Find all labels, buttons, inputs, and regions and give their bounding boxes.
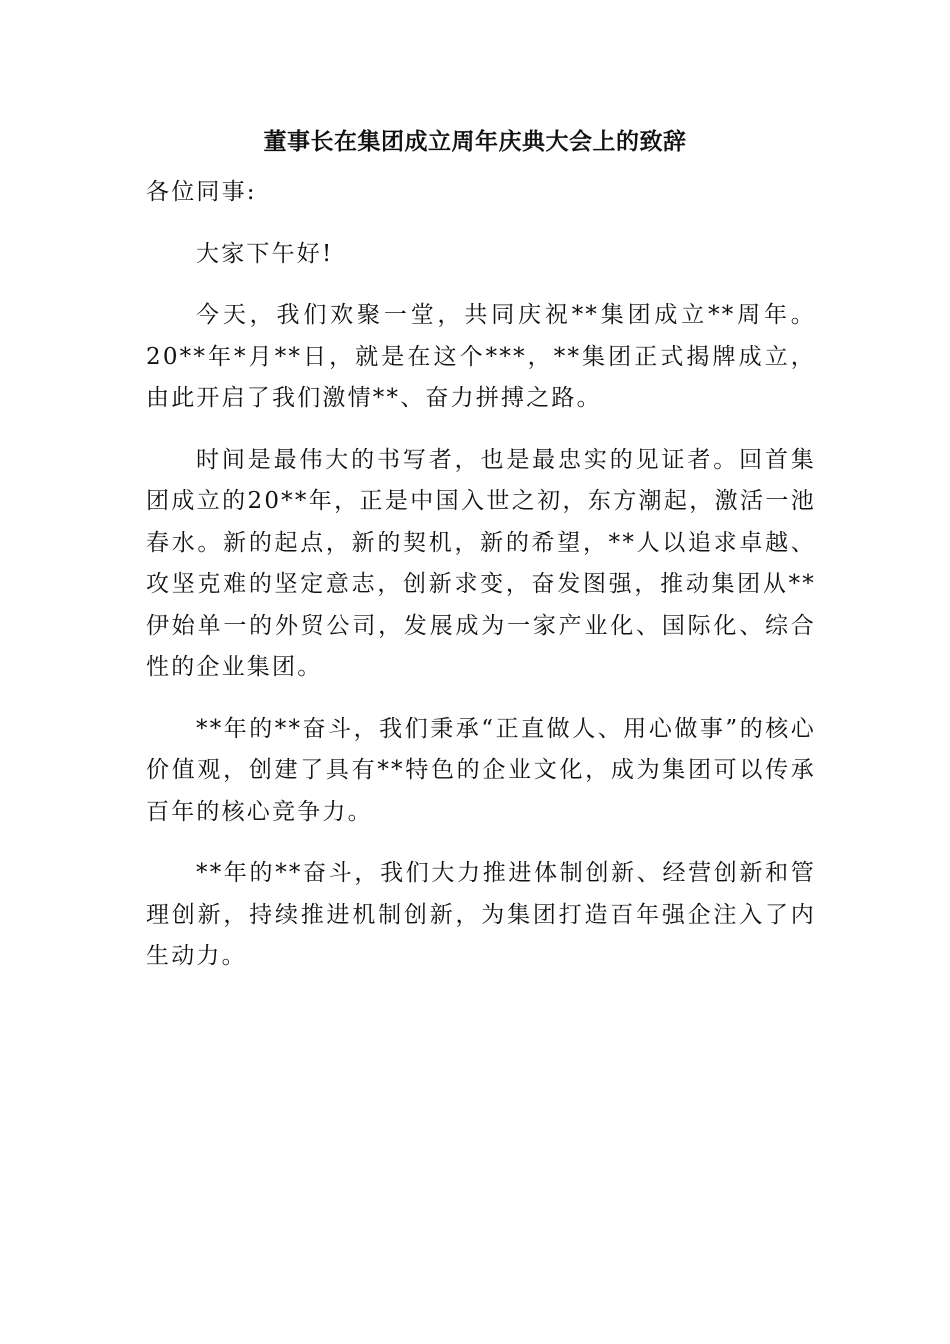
greeting: 大家下午好! — [196, 240, 334, 267]
salutation: 各位同事: — [146, 179, 257, 205]
document-body — [146, 160, 816, 998]
paragraph-4: **年的**奋斗，我们大力推进体制创新、经营创新和管理创新，持续推进机制创新，为集团打造百年强企注入了内生动力。 — [146, 860, 816, 969]
paragraph-2: 时间是最伟大的书写者，也是最忠实的见证者。回首集团成立的20**年，正是中国入世之初，东方潮起，激活一池春水。新的起点，新的契机，新的希望，**人以追求卓越、攻坚克难的坚定意志，创新求变，奋发图强，推动集团从**伊始单一的外贸公司，发展成为一家产业化、国际化、综合性的企业集团。 — [146, 446, 816, 680]
paragraph-3: **年的**奋斗，我们秉承“正直做人、用心做事”的核心价值观，创建了具有**特色的企业文化，成为集团可以传承百年的核心竞争力。 — [146, 715, 816, 825]
document-title: 董事长在集团成立周年庆典大会上的致辞 — [263, 128, 687, 155]
paragraph-1: 今天，我们欢聚一堂，共同庆祝**集团成立**周年。20**年*月**日，就是在这个***，**集团正式揭牌成立，由此开启了我们激情**、奋力拼搏之路。 — [146, 302, 816, 411]
